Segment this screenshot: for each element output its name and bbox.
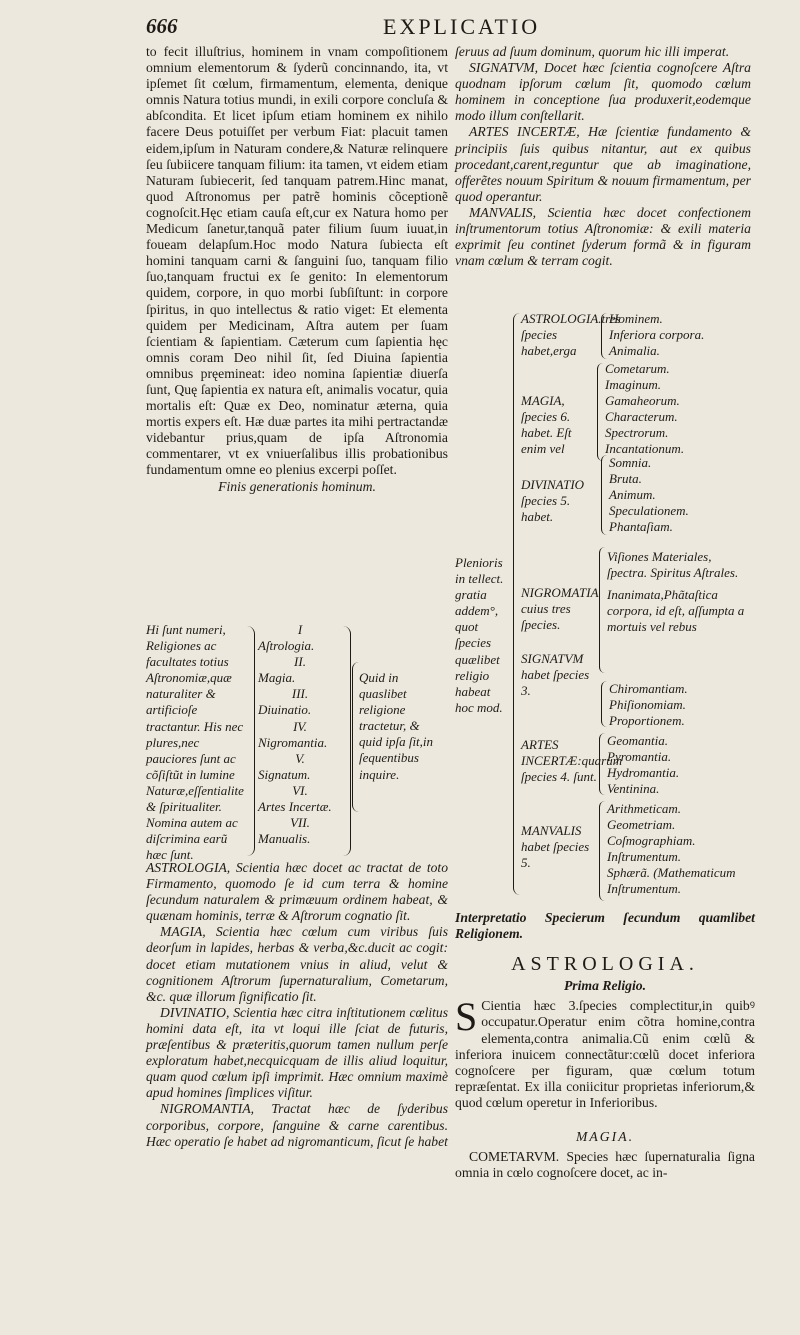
left-definitions	[146, 860, 448, 1150]
schema-intro: Hi ſunt numeri, Religiones ac facultates totius Aſtronomiæ,quæ naturaliter & artificioſe tractantur. His nec plures,nec pauciores ſunt ac cõſiſtũt in lumine Naturæ,eſſentialite & ſpiritualiter. Nomina autem ac diſcrimina earũ hæc ſunt.	[146, 622, 244, 863]
artes-item: Geomantia.	[607, 733, 669, 748]
astro-item: Hominem.	[609, 311, 663, 326]
species-schema	[455, 305, 755, 905]
magia-item: Gamaheorum.	[605, 393, 680, 409]
page-number: 666	[146, 14, 178, 38]
diuina-item: Speculationem.	[609, 503, 689, 519]
nigro-item: Viſiones Materiales, ſpectra. Spiritus Aſtrales.	[607, 549, 739, 581]
diuina-item: Phantaſiam.	[609, 519, 673, 535]
schema-items	[258, 622, 342, 847]
religions-schema	[146, 622, 448, 867]
signat-item: Chiromantiam.	[609, 681, 688, 696]
schema-note: Quid in quaslibet religione tractetur, & quid ipſa ſit,in ſequentibus inquire.	[359, 670, 434, 782]
signat-brace	[601, 681, 607, 727]
schema-item: Artes Incertæ.	[258, 799, 332, 815]
artes-items	[607, 733, 747, 797]
schema-item: Aſtrologia.	[258, 638, 315, 654]
magia-item: Imaginum.	[605, 377, 661, 393]
diuina-items	[609, 455, 749, 535]
schema-brace-right	[342, 626, 351, 856]
schema-side-note: Plenioris in tellect. gratia addem°, quot ſpecies quælibet religio habeat hoc mod.	[455, 555, 504, 715]
definition-manualis: MANVALIS, Scientia hæc docet confectionem inſtrumentorum totius Aſtronomiæ: & exili materia exprimit ſeu continet ſyderum formã & in figuram vnam cœlum & terram cogit.	[455, 204, 751, 269]
schema-item: IV.	[293, 718, 307, 734]
magia-body: COMETARVM. Species hæc ſupernaturalia ſigna omnia in cœlo cognoſcere docet, ac in-	[455, 1149, 755, 1181]
manual-item: Coſmographiam.	[607, 833, 696, 849]
diuina-item: Bruta.	[609, 471, 642, 487]
artes-item: Ventinina.	[607, 781, 660, 797]
artes-item: Hydromantia.	[607, 765, 680, 781]
diuina-brace	[601, 455, 607, 535]
magia-item: Spectrorum.	[605, 425, 669, 441]
signat-item: Proportionem.	[609, 713, 685, 729]
page-header	[0, 14, 800, 44]
schema-item: Diuinatio.	[258, 702, 312, 718]
species-main-brace	[513, 313, 520, 895]
magia-brace	[597, 363, 603, 461]
manual-item: Inſtrumentum.	[607, 849, 682, 865]
schema-item: Signatum.	[258, 766, 311, 782]
schema-brace-left	[246, 626, 255, 856]
schema-item: V.	[295, 750, 305, 766]
astro-item: Animalia.	[609, 343, 660, 359]
astro-label: ASTROLOGIA.tres ſpecies habet,erga	[521, 311, 621, 359]
left-body-text: to fecit illuſtrius, hominem in vnam compoſitionem omnium elementorum & ſyderũ concinnando, ita, vt ipſemet ſit cœlum, firmamentum, elementa, denique omnis Natura totius mundi, in exili corpore concluſa & abſcondita. Et licet ipſum etiam hominem ex nihilo facere Deus potuiſſet per verbum Fiat: placuit tamen eidem,ipſum in Naturam condere,& Naturæ relinquere ſeu ſubiicere tanquam filium: ita tamen, vt eidem etiam Naturam ſubiecerit, ſed tanquam patrem.Hinc manat, quod Aſtronomus per patrẽ hominis cõceptionẽ cognoſcit.Hęc etiam cauſa eſt,cur ex Natura homo per Medicum ſanetur,tanquã pater filium ſuum iuuat,in foueam delapſum.Hoc modo Natura ſubiecta eſt homini tanquam carni & ſanguini ſuo, tanquam filio ſuo,tanquam fructui ex ſe genito: In elementorum quidem, corpore, in quo morbi ſubſiſtunt: in corpore ſpiritus, in quo intellectus & ratio viget: Et elementa quidem per Medicinam, Aſtra autem per ſuam ſcientiam & ſapientiam. Cæterum cum ſapientia hęc omnis coram Deo nihil ſit, ſed Diuina ſapientia omnibus pręemineat: ideo nomina ſapientiæ diuerſa ſunt, Quę ſapientia ex natura eſt, animalis vocatur, quia mortalis eſt: Quæ ex Deo, nominatur æterna, quia mortis expers eſt. Hæ duæ partes ita mihi pertractandæ videbantur prius,quam de ipſa Aſtronomia commentarer, vt ex vniuerſalibus illis probationibus fundamentum omne eo plenius excerpi poſſet.	[146, 44, 448, 478]
schema-item: Nigromantia.	[258, 734, 328, 750]
definition-nigromantia: NIGROMANTIA, Tractat hæc de ſyderibus corporibus, corpore, ſanguine & carne carentibus. Hæc operatio ſe habet ad nigromanticum, ſicut ſe habet	[146, 1101, 448, 1149]
signat-label: SIGNATVM habet ſpecies 3.	[521, 651, 590, 699]
definition-magia: MAGIA, Scientia hæc cœlum cum viribus ſuis deorſum in lapides, herbas & verba,&c.ducit ac cogit: docet etiam mutationem vnius in aliud, velut & cognitionem Aſtrorum ſupernaturalium, Cometarum, &c. quæ illorum ſignificatio ſit.	[146, 924, 448, 1004]
nigro-item: Inanimata,Phãtaſtica corpora, id eſt, aſſumpta a mortuis vel rebus	[607, 587, 745, 635]
magia-item: Incantationum.	[605, 441, 685, 457]
prima-religio: Prima Religio.	[563, 978, 647, 994]
signat-item: Phiſionomiam.	[609, 697, 686, 713]
artes-brace	[599, 733, 605, 795]
schema-item: I	[297, 622, 303, 637]
schema-brace-note	[352, 662, 359, 812]
magia-items	[605, 361, 745, 458]
left-column	[146, 44, 448, 495]
right-lower	[455, 910, 755, 1181]
astro-items	[609, 311, 749, 359]
magia-item: Cometarum.	[605, 361, 670, 376]
right-column	[455, 44, 751, 269]
astrologia-body	[455, 994, 755, 1111]
diuina-label: DIVINATIO ſpecies 5. habet.	[521, 477, 585, 525]
magia-label: MAGIA, ſpecies 6. habet. Eſt enim vel	[521, 393, 572, 457]
nigro-label: NIGROMATIA cuius tres ſpecies.	[521, 585, 599, 633]
drop-cap: S	[455, 994, 478, 1040]
magia-item: Characterum.	[605, 409, 678, 425]
manual-items	[607, 801, 753, 898]
manual-item: Sphærã. (Mathematicum Inſtrumentum.	[607, 865, 736, 897]
schema-item: Magia.	[258, 670, 296, 686]
right-top-text: ſeruus ad ſuum dominum, quorum hic illi imperat.	[455, 44, 730, 59]
astrologia-title: ASTROLOGIA.	[511, 953, 699, 976]
definition-astrologia: ASTROLOGIA, Scientia hæc docet ac tractat de toto Firmamento, quomodo ſe id cum terra & homine ſecundum naturalem & primæuum ordinem habeat, & quænam hominis, terræ & Aſtrorum cognatio ſit.	[146, 860, 448, 924]
manual-label: MANVALIS habet ſpecies 5.	[521, 823, 590, 871]
schema-item: Manualis.	[258, 831, 311, 847]
diuina-item: Somnia.	[609, 455, 652, 470]
manual-brace	[599, 801, 605, 901]
schema-item: II.	[294, 654, 306, 670]
running-head: EXPLICATIO	[383, 14, 541, 39]
definition-artes: ARTES INCERTÆ, Hæ ſcientiæ fundamento & principiis ſuis quibus nitantur, aut ex quibus procedant,carent,reguntur que ab imaginatione, offerẽtes nouum Spiritum & nouum firmamentum, per quod operantur.	[455, 124, 751, 204]
definition-diuinatio: DIVINATIO, Scientia hæc citra inſtitutionem cœlitus homini data eſt, ita vt loqui ille ſciat de futuris, præſentibus & præteritis,quorum tamen nullum perſe exploratum habet,necquicquam de illis aliud loquitur, quam quod cœlum ipſi imprimit. Hæc omnium maximè apud homines ſimplices viſitur.	[146, 1004, 448, 1101]
diuina-item: Animum.	[609, 487, 656, 503]
schema-item: VI.	[292, 782, 308, 798]
astrologia-body-text: Cientia hæc 3.ſpecies complectitur,in quibꝰ occupatur.Operatur enim cõtra homine,contra elementa,contra animalia.Cũ enim cœlũ & inferiora inuicem connectãtur:cœlũ docet inferiora cognoſcere per figuram, quæ cœlum totum repræſentat. Ex illa coniicitur proprietas inferiorum,& quod cœlum operetur in Inferioribus.	[455, 998, 755, 1110]
artes-item: Pyromantia.	[607, 749, 672, 765]
astro-brace	[601, 313, 607, 359]
section-heading: Finis generationis hominum.	[218, 478, 376, 494]
magia-heading: MAGIA.	[576, 1129, 634, 1145]
schema-caption: Interpretatio Specierum ſecundum quamlibet Religionem.	[455, 910, 755, 942]
definition-signatum: SIGNATVM, Docet hæc ſcientia cognoſcere Aſtra quodnam ipſorum cœlum ſit, quomodo cœlum hominem in conceptione ſua produxerit,eodemque modo illum conſtellarit.	[455, 60, 751, 124]
schema-item: VII.	[290, 815, 310, 831]
schema-item: III.	[291, 686, 309, 702]
nigro-items	[607, 549, 753, 635]
manual-item: Arithmeticam.	[607, 801, 682, 816]
astro-item: Inferiora corpora.	[609, 327, 705, 343]
manual-item: Geometriam.	[607, 817, 676, 833]
signat-items	[609, 681, 749, 729]
artes-label: ARTES INCERTÆ:quarum ſpecies 4. ſunt.	[521, 737, 623, 785]
